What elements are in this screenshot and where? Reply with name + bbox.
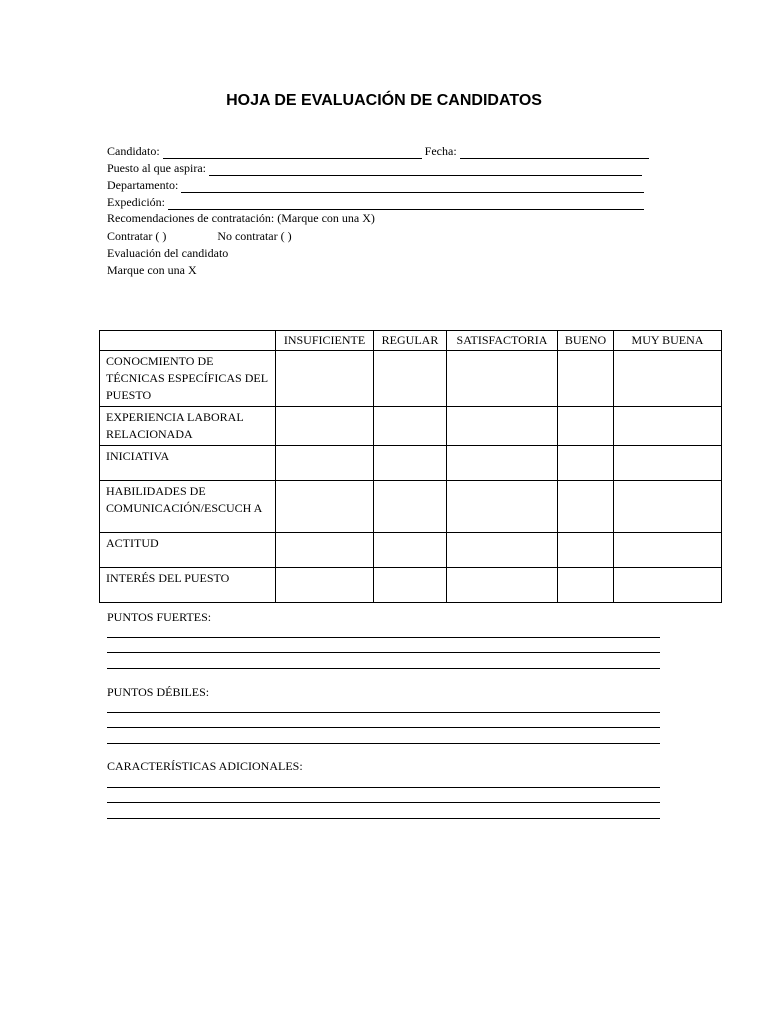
header-corner-cell [100,331,276,351]
rating-cell[interactable] [276,351,374,407]
rating-cell[interactable] [614,351,722,407]
puntos-debiles-line[interactable] [107,727,660,728]
recomendaciones-text: Recomendaciones de contratación: (Marque con una X) [107,211,375,225]
puesto-field[interactable] [209,162,642,176]
table-row [100,533,722,568]
puntos-fuertes-line[interactable] [107,668,660,669]
rating-cell[interactable] [447,481,558,533]
rating-cell[interactable] [447,446,558,481]
rating-cell[interactable] [276,407,374,446]
rating-cell[interactable] [374,568,447,603]
row-label-iniciativa: INICIATIVA [100,446,276,481]
fecha-field[interactable] [460,145,649,159]
rating-cell[interactable] [374,481,447,533]
header-muy-buena: MUY BUENA [614,331,722,351]
rating-cell[interactable] [558,481,614,533]
rating-cell[interactable] [558,568,614,603]
page-title: HOJA DE EVALUACIÓN DE CANDIDATOS [226,92,542,109]
rating-cell[interactable] [614,407,722,446]
departamento-row [107,177,644,193]
evaluacion-text: Evaluación del candidato [107,246,229,260]
table-header-row [100,331,722,351]
rating-cell[interactable] [374,407,447,446]
marque-text: Marque con una X [107,263,197,277]
contratar-row [107,228,292,244]
fecha-label: Fecha: [424,144,457,158]
no-contratar-option[interactable]: No contratar ( ) [217,229,292,243]
rating-cell[interactable] [558,351,614,407]
departamento-field[interactable] [181,179,644,193]
puntos-fuertes-line[interactable] [107,652,660,653]
rating-cell[interactable] [374,533,447,568]
header-satisfactoria: SATISFACTORIA [447,331,558,351]
puntos-debiles-line[interactable] [107,712,660,713]
contratar-option[interactable]: Contratar ( ) [107,229,167,243]
row-label-habilidades: HABILIDADES DE COMUNICACIÓN/ESCUCH A [100,481,276,533]
rating-cell[interactable] [614,568,722,603]
candidato-label: Candidato: [107,144,160,158]
rating-cell[interactable] [558,533,614,568]
rating-cell[interactable] [447,407,558,446]
puntos-debiles-label: PUNTOS DÉBILES: [107,685,210,699]
table-row [100,407,722,446]
caracteristicas-line[interactable] [107,818,660,819]
row-label-experiencia: EXPERIENCIA LABORAL RELACIONADA [100,407,276,446]
table-row [100,351,722,407]
caracteristicas-line[interactable] [107,787,660,788]
candidato-row [107,143,649,159]
expedicion-row [107,194,644,210]
expedicion-label: Expedición: [107,195,165,209]
header-bueno: BUENO [558,331,614,351]
puntos-debiles-line[interactable] [107,743,660,744]
expedicion-field[interactable] [168,196,644,210]
rating-cell[interactable] [276,446,374,481]
table-row [100,446,722,481]
candidato-field[interactable] [163,145,422,159]
rating-cell[interactable] [614,533,722,568]
puntos-fuertes-label: PUNTOS FUERTES: [107,610,212,624]
rating-cell[interactable] [276,568,374,603]
row-label-conocimiento: CONOCMIENTO DE TÉCNICAS ESPECÍFICAS DEL PUESTO [100,351,276,407]
rating-cell[interactable] [614,446,722,481]
caracteristicas-label: CARACTERÍSTICAS ADICIONALES: [107,759,303,773]
row-label-actitud: ACTITUD [100,533,276,568]
puesto-row [107,160,642,176]
header-insuficiente: INSUFICIENTE [276,331,374,351]
caracteristicas-line[interactable] [107,802,660,803]
evaluation-table [99,330,722,603]
rating-cell[interactable] [614,481,722,533]
rating-cell[interactable] [374,446,447,481]
departamento-label: Departamento: [107,178,179,192]
rating-cell[interactable] [447,568,558,603]
rating-cell[interactable] [276,533,374,568]
rating-cell[interactable] [276,481,374,533]
rating-cell[interactable] [558,446,614,481]
rating-cell[interactable] [558,407,614,446]
table-row [100,481,722,533]
rating-cell[interactable] [374,351,447,407]
header-regular: REGULAR [374,331,447,351]
table-row [100,568,722,603]
rating-cell[interactable] [447,533,558,568]
puntos-fuertes-line[interactable] [107,637,660,638]
row-label-interes: INTERÉS DEL PUESTO [100,568,276,603]
puesto-label: Puesto al que aspira: [107,161,206,175]
rating-cell[interactable] [447,351,558,407]
